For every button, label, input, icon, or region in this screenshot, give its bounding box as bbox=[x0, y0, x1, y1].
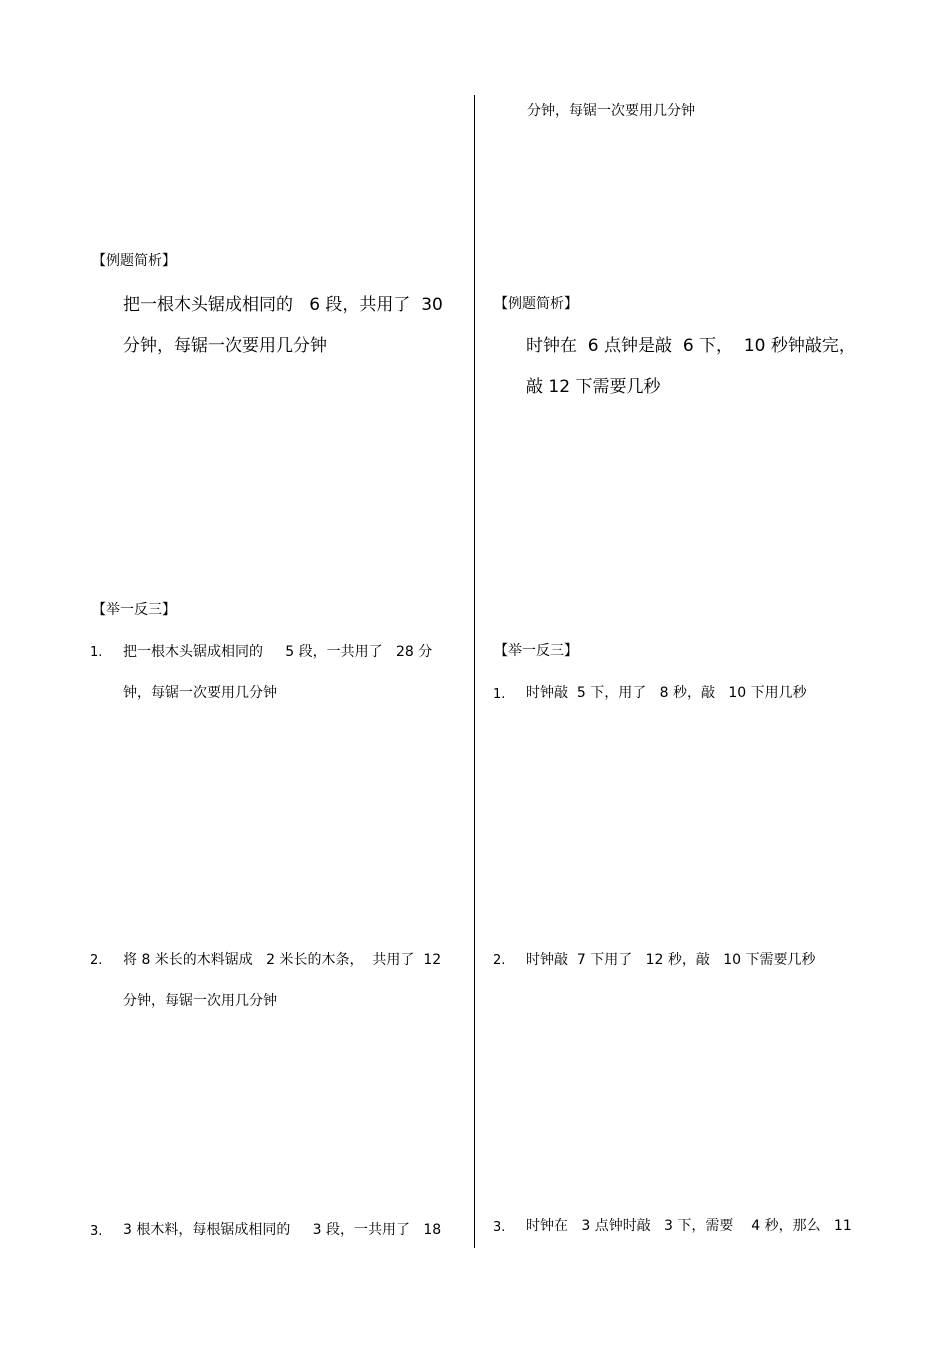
right-carry-line: 分钟，每锯一次要用几分钟 bbox=[527, 103, 695, 119]
left-item-1-line-2: 钟，每锯一次要用几分钟 bbox=[123, 685, 277, 701]
right-example-heading: 【例题简析】 bbox=[494, 296, 578, 312]
left-example-line-1: 把一根木头锯成相同的 6 段，共用了 30 bbox=[123, 295, 443, 315]
right-item-1-line-1: 时钟敲 5 下，用了 8 秒，敲 10 下用几秒 bbox=[526, 685, 807, 701]
left-example-line-2: 分钟，每锯一次要用几分钟 bbox=[123, 336, 327, 356]
left-item-3-line-1: 3 根木料，每根锯成相同的 3 段，一共用了 18 bbox=[123, 1222, 442, 1238]
left-example-heading: 【例题简析】 bbox=[92, 253, 176, 269]
right-item-3-line-1: 时钟在 3 点钟时敲 3 下，需要 4 秒，那么 11 bbox=[526, 1218, 852, 1234]
right-example-line-2: 敲 12 下需要几秒 bbox=[526, 377, 661, 397]
left-item-2-number: 2. bbox=[90, 953, 103, 968]
left-item-3-number: 3. bbox=[90, 1224, 103, 1239]
column-divider bbox=[474, 95, 475, 1248]
right-item-1-number: 1. bbox=[493, 687, 506, 702]
right-item-3-number: 3. bbox=[493, 1220, 506, 1235]
right-item-2-line-1: 时钟敲 7 下用了 12 秒，敲 10 下需要几秒 bbox=[526, 952, 816, 968]
left-item-2-line-1: 将 8 米长的木料锯成 2 米长的木条， 共用了 12 bbox=[123, 952, 442, 968]
right-practice-heading: 【举一反三】 bbox=[494, 643, 578, 659]
left-item-1-number: 1. bbox=[90, 645, 103, 660]
left-item-2-line-2: 分钟，每锯一次用几分钟 bbox=[123, 993, 277, 1009]
right-example-line-1: 时钟在 6 点钟是敲 6 下， 10 秒钟敲完， bbox=[526, 336, 856, 356]
right-item-2-number: 2. bbox=[493, 953, 506, 968]
left-item-1-line-1: 把一根木头锯成相同的 5 段，一共用了 28 分 bbox=[123, 644, 433, 660]
left-practice-heading: 【举一反三】 bbox=[92, 602, 176, 618]
